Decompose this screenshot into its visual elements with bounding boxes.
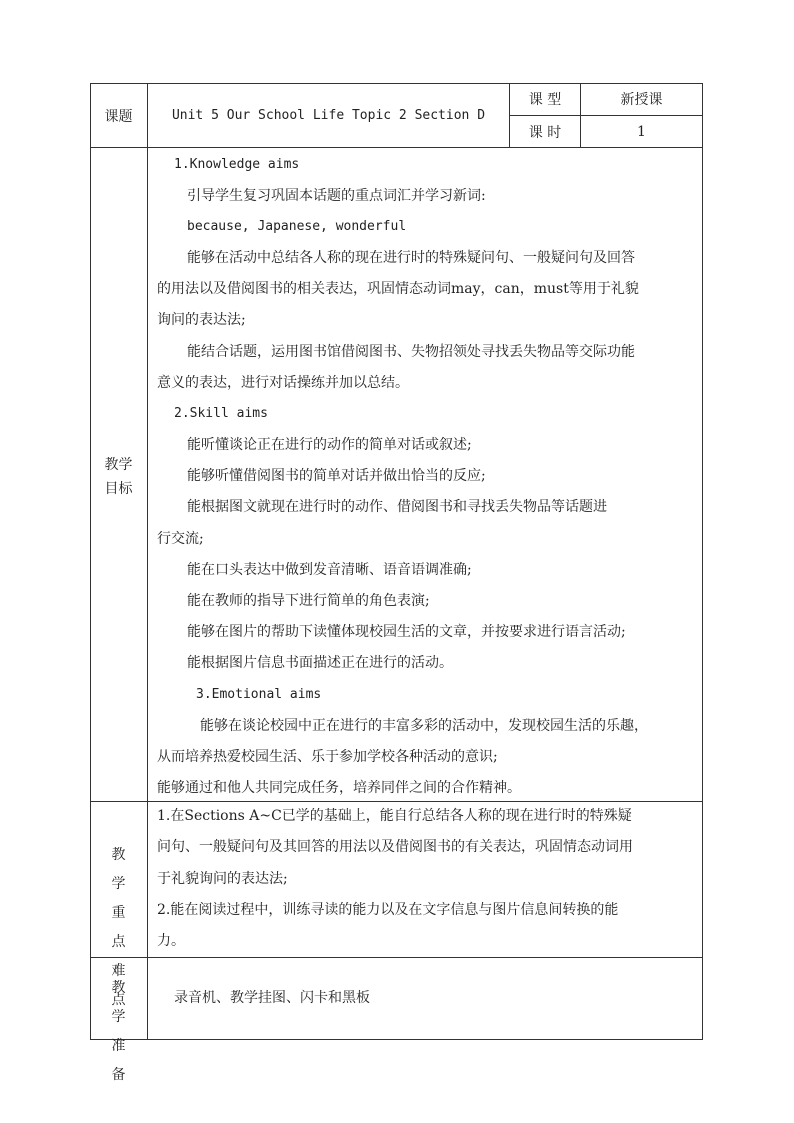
key-point-line: 于礼貌询问的表达法; (157, 871, 288, 887)
topic-label: 课题 (104, 108, 133, 125)
objective-line: 引导学生复习巩固本话题的重点词汇并学习新词: (187, 188, 486, 204)
objective-line: because, Japanese, wonderful (187, 219, 407, 234)
objectives-label (90, 453, 147, 501)
topic-value: Unit 5 Our School Life Topic 2 Section D (171, 108, 486, 123)
objective-line: 能够在图片的帮助下读懂体现校园生活的文章，并按要求进行语言活动; (187, 624, 626, 640)
row-divider-2 (90, 801, 703, 802)
key-point-line: 2.能在阅读过程中，训练寻读的能力以及在文字信息与图片信息间转换的能 (157, 902, 619, 918)
objective-line: 能够听懂借阅图书的简单对话并做出恰当的反应; (187, 468, 486, 484)
objective-heading-emotional: 3.Emotional aims (196, 687, 322, 702)
objective-line: 的用法以及借阅图书的相关表达，巩固情态动词may，can，must等用于礼貌 (157, 281, 639, 297)
objective-line: 能在口头表达中做到发音清晰、语音语调准确; (187, 562, 472, 578)
objective-line: 能根据图片信息书面描述正在进行的活动。 (187, 655, 453, 671)
preparation-label-line2: 准 备 (111, 1038, 136, 1083)
objective-line: 从而培养热爱校园生活、乐于参加学校各种活动的意识; (157, 749, 498, 765)
key-point-line: 问句、一般疑问句及其回答的用法以及借阅图书的有关表达，巩固情态动词用 (157, 839, 633, 855)
lesson-hours-value: 1 (637, 124, 646, 140)
table-border-right (702, 83, 703, 1040)
objective-line: 意义的表达，进行对话操练并加以总结。 (157, 375, 409, 391)
objective-line: 能够在谈论校园中正在进行的丰富多彩的活动中，发现校园生活的乐趣， (200, 718, 648, 734)
label-column-divider (147, 83, 148, 1040)
objective-line: 能够通过和他人共同完成任务，培养同伴之间的合作精神。 (157, 780, 521, 796)
preparation-label-line1: 教 学 (111, 980, 136, 1025)
preparation-label (90, 974, 147, 1090)
lesson-type-label: 课 型 (528, 92, 562, 108)
objective-heading-knowledge: 1.Knowledge aims (174, 157, 300, 172)
objective-line: 询问的表达法; (157, 312, 246, 328)
preparation-text: 录音机、教学挂图、闪卡和黑板 (174, 990, 370, 1006)
objectives-label-line1: 教学 (104, 457, 133, 473)
objective-line: 行交流; (157, 531, 204, 547)
objective-line: 能在教师的指导下进行简单的角色表演; (187, 593, 430, 609)
row-divider-3 (90, 957, 703, 958)
objectives-label-line2: 目标 (104, 481, 133, 497)
table-border-bottom (90, 1039, 703, 1040)
objective-line: 能结合话题，运用图书馆借阅图书、失物招领处寻找丢失物品等交际功能 (187, 344, 635, 360)
objective-heading-skill: 2.Skill aims (174, 406, 268, 421)
key-points-label-line1: 教 学 (111, 847, 136, 892)
key-point-line: 力。 (157, 933, 185, 949)
key-points-label-line3: 难 点 (111, 963, 136, 1008)
lesson-type-value: 新授课 (620, 92, 663, 108)
key-point-line: 1.在Sections A~C已学的基础上，能自行总结各人称的现在进行时的特殊疑 (157, 808, 632, 824)
lesson-plan-table (90, 83, 703, 1083)
objective-line: 能听懂谈论正在进行的动作的简单对话或叙述; (187, 437, 472, 453)
key-points-label-line2: 重 点 (111, 905, 136, 950)
lesson-hours-label: 课 时 (528, 125, 562, 141)
objective-line: 能够在活动中总结各人称的现在进行时的特殊疑问句、一般疑问句及回答 (187, 250, 635, 266)
objective-line: 能根据图文就现在进行时的动作、借阅图书和寻找丢失物品等话题进 (187, 499, 607, 515)
